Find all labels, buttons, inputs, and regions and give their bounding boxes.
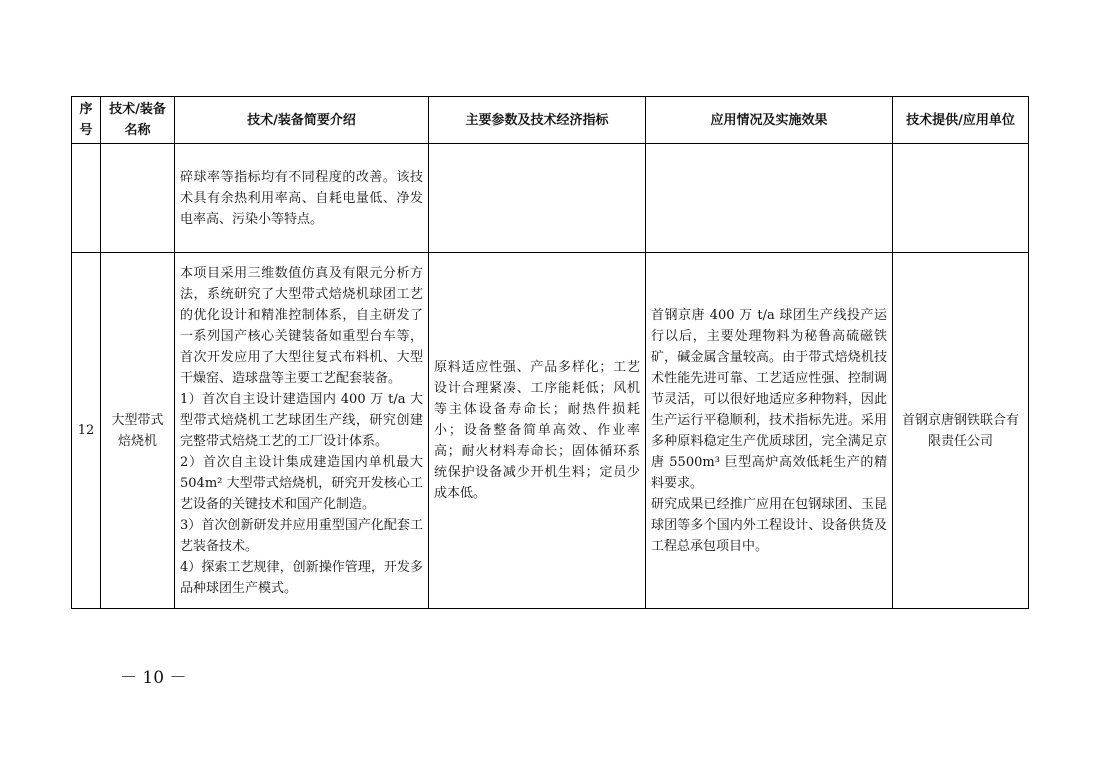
desc-item-3: 3）首次创新研发并应用重型国产化配套工艺装备技术。 [180, 517, 423, 554]
application-paragraph-1: 首钢京唐 400 万 t/a 球团生产线投产运行以后，主要处理物料为秘鲁高硫磁铁矿，碱金属含量较高。由于带式焙烧机技术性能先进可靠、工艺适应性强、控制调节灵活，可以很好地适应多种物料，因此生产运行平稳顺利，技术指标先进。采用多种原料稳定生产优质球团，完全满足京唐 5500m³ 巨型高炉高效低耗生产的精料要求。 [651, 307, 887, 491]
application-paragraph-2: 研究成果已经推广应用在包钢球团、玉昆球团等多个国内外工程设计、设备供货及工程总承包项目中。 [651, 496, 887, 554]
desc-item-1: 1）首次自主设计建造国内 400 万 t/a 大型带式焙烧机工艺球团生产线，研究创建完整带式焙烧工艺的工厂设计体系。 [180, 391, 423, 449]
technology-table [71, 96, 1029, 609]
header-description: 技术/装备简要介绍 [175, 97, 429, 144]
cell-application [646, 253, 893, 609]
cell-index: 12 [72, 253, 101, 609]
desc-item-4: 4）探索工艺规律，创新操作管理，开发多品种球团生产模式。 [180, 559, 423, 596]
table-row-12 [72, 253, 1029, 609]
cell-empty-name [101, 144, 175, 253]
cell-parameters: 原料适应性强、产品多样化；工艺设计合理紧凑、工序能耗低；风机等主体设备寿命长；耐热件损耗小；设备整备简单高效、作业率高；耐火材料寿命长；固体循环系统保护设备减少开机生料；定员少成本低。 [429, 253, 646, 609]
cell-provider: 首钢京唐钢铁联合有限责任公司 [893, 253, 1029, 609]
cell-empty-provider [893, 144, 1029, 253]
table-header-row [72, 97, 1029, 144]
header-index: 序号 [72, 97, 101, 144]
cell-empty-application [646, 144, 893, 253]
desc-item-2: 2）首次自主设计集成建造国内单机最大 504m² 大型带式焙烧机，研究开发核心工艺设备的关键技术和国产化制造。 [180, 454, 423, 512]
cell-description [175, 253, 429, 609]
page-number: － 10 － [120, 668, 187, 688]
header-application: 应用情况及实施效果 [646, 97, 893, 144]
cell-empty-params [429, 144, 646, 253]
header-name: 技术/装备名称 [101, 97, 175, 144]
cell-equipment-name: 大型带式焙烧机 [101, 253, 175, 609]
table-row-continuation [72, 144, 1029, 253]
cell-empty-index [72, 144, 101, 253]
header-parameters: 主要参数及技术经济指标 [429, 97, 646, 144]
desc-paragraph: 本项目采用三维数值仿真及有限元分析方法，系统研究了大型带式焙烧机球团工艺的优化设计和精准控制体系，自主研发了一系列国产核心关键装备如重型台车等，首次开发应用了大型往复式布料机、大型干燥窑、造球盘等主要工艺配套装备。 [180, 265, 423, 386]
cell-continuation-description: 碎球率等指标均有不同程度的改善。该技术具有余热利用率高、自耗电量低、净发电率高、污染小等特点。 [175, 144, 429, 253]
header-provider: 技术提供/应用单位 [893, 97, 1029, 144]
